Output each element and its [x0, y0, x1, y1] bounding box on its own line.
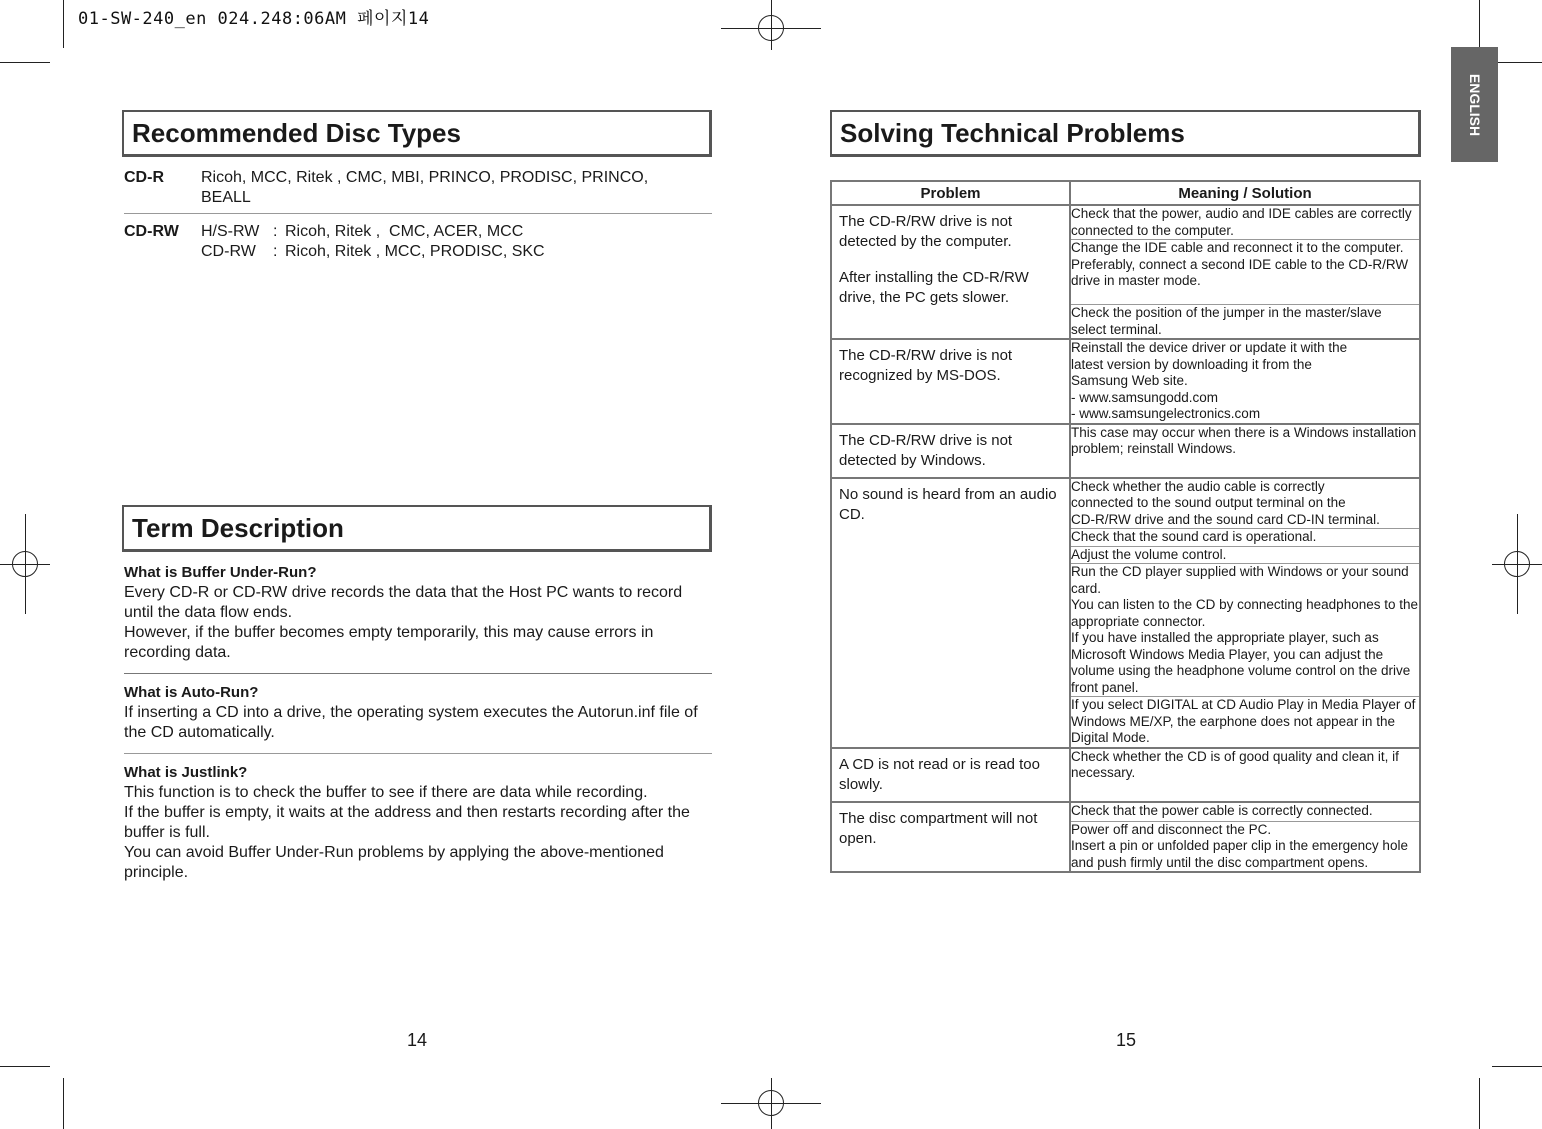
term-description-heading: Term Description	[122, 505, 712, 552]
cdr-label: CD-R	[124, 169, 164, 186]
problem-cell	[831, 478, 1070, 748]
term-auto-run	[124, 683, 712, 743]
table-row	[831, 802, 1420, 822]
problem-text: The CD-R/RW drive is not recognized by MS-DOS.	[839, 347, 1013, 384]
problem-text: No sound is heard from an audio CD.	[839, 485, 1057, 523]
problem-text: After installing the CD-R/RW drive, the PC gets slower.	[839, 269, 1029, 306]
problem-cell	[831, 802, 1070, 873]
solution-cell: Reinstall the device driver or update it with the latest version by downloading it from the Samsung Web site. - www.samsungodd.com - www.samsungelectronics.com	[1070, 339, 1420, 424]
term-divider	[124, 673, 712, 674]
table-header-row	[831, 181, 1420, 205]
table-row	[831, 424, 1420, 478]
solution-cell: Check that the power cable is correctly connected.	[1070, 802, 1420, 822]
solution-cell: Check whether the audio cable is correctly connected to the sound output terminal on the CD-R/RW drive and the sound card CD-IN terminal.	[1070, 478, 1420, 529]
solution-cell: Check that the sound card is operational.	[1070, 529, 1420, 547]
term-answer: This function is to check the buffer to see if there are data while recording. If the buffer is empty, it waits at the address and then restarts recording after the buffer is full. You can avoid Buffer Under-Run problems by applying the above-mentioned principle.	[124, 784, 690, 881]
problem-text: The CD-R/RW drive is not detected by Windows.	[839, 431, 1013, 469]
page-number-left: 14	[407, 1030, 428, 1050]
term-question: What is Buffer Under-Run?	[124, 564, 317, 581]
solution-cell: If you select DIGITAL at CD Audio Play in Media Player of Windows ME/XP, the earphone does not appear in the Digital Mode.	[1070, 697, 1420, 748]
table-row	[831, 478, 1420, 529]
cdrw-label: CD-RW	[124, 223, 179, 240]
solution-cell: Run the CD player supplied with Windows or your sound card. You can listen to the CD by connecting headphones to the appropriate connector. If you have installed the appropriate player, such as Microsoft Windows Media Player, you can adjust the volume using the headphone volume control on the drive front panel.	[1071, 564, 1418, 695]
hsrw-label: H/S-RW	[201, 223, 260, 240]
cdrw-sub-label: CD-RW	[201, 243, 256, 260]
term-buffer-underrun	[124, 563, 712, 663]
term-justlink	[124, 763, 712, 883]
problem-cell	[831, 424, 1070, 478]
column-header-solution: Meaning / Solution	[1070, 181, 1420, 205]
solution-cell: Change the IDE cable and reconnect it to the computer. Preferably, connect a second IDE cable to the CD-R/RW drive in master mode.	[1070, 240, 1420, 305]
solution-cell: Power off and disconnect the PC. Insert a pin or unfolded paper clip in the emergency hole and push firmly until the disc compartment opens.	[1070, 821, 1420, 872]
print-slug: 01-SW-240_en 024.248:06AM 페이지14	[78, 9, 430, 29]
page-number-right: 15	[1116, 1030, 1137, 1050]
solution-cell: Check whether the CD is of good quality and clean it, if necessary.	[1070, 748, 1420, 802]
solution-cell: Check the position of the jumper in the master/slave select terminal.	[1070, 305, 1420, 340]
problem-cell	[831, 339, 1070, 424]
term-question: What is Justlink?	[124, 764, 248, 781]
solution-cell: This case may occur when there is a Windows installation problem; reinstall Windows.	[1070, 424, 1420, 478]
solution-cell: Check that the power, audio and IDE cables are correctly connected to the computer.	[1070, 205, 1420, 240]
disc-types-heading: Recommended Disc Types	[122, 110, 712, 157]
cdrw-row	[124, 222, 712, 266]
term-divider	[124, 753, 712, 754]
table-row	[831, 205, 1420, 240]
problem-text: The disc compartment will not open.	[839, 809, 1038, 847]
hsrw-colon: :	[273, 223, 278, 240]
cdr-row	[124, 168, 712, 212]
language-tab	[1451, 47, 1498, 162]
cdr-brands: Ricoh, MCC, Ritek , CMC, MBI, PRINCO, PRODISC, PRINCO, BEALL	[201, 169, 649, 206]
cdrw-colon: :	[273, 243, 278, 260]
language-tab-label: ENGLISH	[1466, 73, 1483, 136]
term-answer: Every CD-R or CD-RW drive records the data that the Host PC wants to record until the data flow ends. However, if the buffer becomes empty temporarily, this may cause errors in recording data.	[124, 584, 683, 661]
solution-cell: Adjust the volume control.	[1070, 546, 1420, 564]
table-row	[831, 339, 1420, 424]
term-answer: If inserting a CD into a drive, the operating system executes the Autorun.inf file of the CD automatically.	[124, 704, 698, 741]
cdrw-brands: Ricoh, Ritek , MCC, PRODISC, SKC	[285, 243, 545, 260]
problem-text: A CD is not read or is read too slowly.	[839, 755, 1040, 793]
problem-cell	[831, 205, 1070, 339]
solving-problems-heading: Solving Technical Problems	[830, 110, 1421, 157]
term-question: What is Auto-Run?	[124, 684, 259, 701]
table-row	[831, 748, 1420, 802]
hsrw-brands: Ricoh, Ritek , CMC, ACER, MCC	[285, 223, 524, 240]
troubleshooting-table	[830, 180, 1421, 873]
disc-divider	[124, 213, 712, 214]
problem-text: The CD-R/RW drive is not detected by the computer.	[839, 213, 1013, 250]
column-header-problem: Problem	[831, 181, 1070, 205]
problem-cell	[831, 748, 1070, 802]
